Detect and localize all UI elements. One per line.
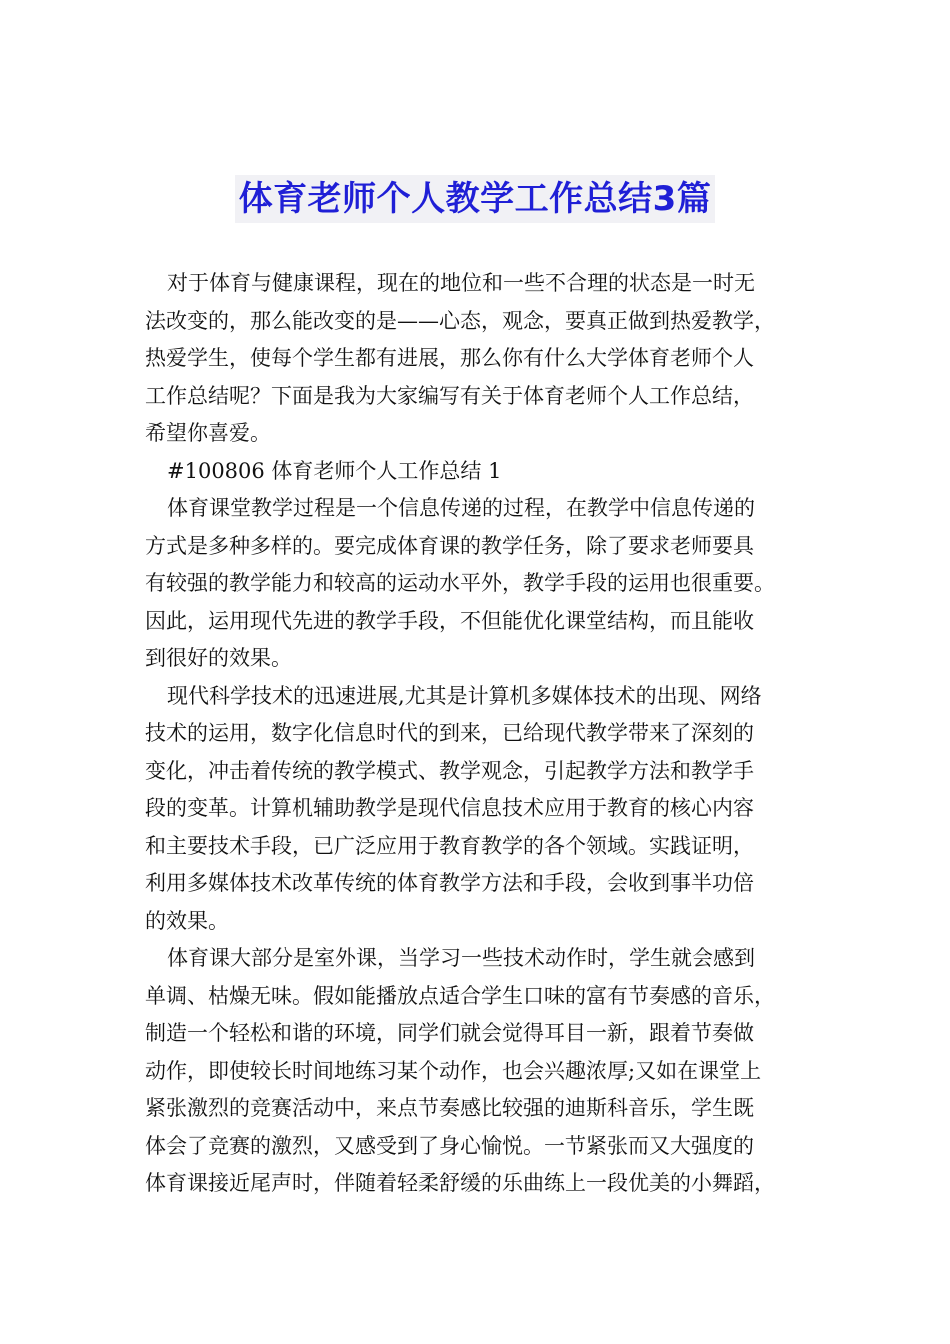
text-line: 体育课接近尾声时，伴随着轻柔舒缓的乐曲练上一段优美的小舞蹈， bbox=[145, 1171, 775, 1195]
title-container bbox=[0, 175, 950, 223]
text-line: 方式是多种多样的。要完成体育课的教学任务，除了要求老师要具 bbox=[145, 533, 754, 558]
text-line: 体育课堂教学过程是一个信息传递的过程，在教学中信息传递的 bbox=[167, 496, 755, 520]
text-line: 希望你喜爱。 bbox=[145, 421, 271, 445]
text-line: 技术的运用，数字化信息时代的到来，已给现代教学带来了深刻的 bbox=[145, 721, 754, 745]
text-line: 动作，即使较长时间地练习某个动作，也会兴趣浓厚;又如在课堂上 bbox=[145, 1058, 762, 1083]
text-line: 的效果。 bbox=[145, 908, 229, 933]
text-line: 对于体育与健康课程，现在的地位和一些不合理的状态是一时无 bbox=[167, 271, 755, 295]
text-line: 和主要技术手段，已广泛应用于教育教学的各个领域。实践证明， bbox=[145, 833, 754, 858]
text-line: 变化，冲击着传统的教学模式、教学观念，引起教学方法和教学手 bbox=[145, 758, 754, 783]
text-line: 有较强的教学能力和较高的运动水平外，教学手段的运用也很重要。 bbox=[145, 571, 775, 595]
text-line: 体育课大部分是室外课，当学习一些技术动作时，学生就会感到 bbox=[167, 946, 755, 970]
text-line: 工作总结呢？下面是我为大家编写有关于体育老师个人工作总结， bbox=[145, 383, 754, 408]
text-line: 体会了竞赛的激烈，又感受到了身心愉悦。一节紧张而又大强度的 bbox=[145, 1133, 754, 1158]
text-line: 热爱学生，使每个学生都有进展，那么你有什么大学体育老师个人 bbox=[145, 346, 754, 370]
body-paragraph bbox=[145, 490, 825, 678]
text-line: 利用多媒体技术改革传统的体育教学方法和手段，会收到事半功倍 bbox=[145, 871, 754, 895]
document-body bbox=[145, 265, 825, 1203]
text-line: 到很好的效果。 bbox=[145, 646, 292, 670]
body-paragraph bbox=[145, 940, 825, 1203]
body-paragraph bbox=[145, 678, 825, 941]
intro-paragraph bbox=[145, 265, 825, 453]
text-line: 法改变的，那么能改变的是——心态，观念，要真正做到热爱教学， bbox=[145, 308, 775, 333]
text-line: 现代科学技术的迅速进展,尤其是计算机多媒体技术的出现、网络 bbox=[167, 683, 762, 708]
text-line: 紧张激烈的竞赛活动中，来点节奏感比较强的迪斯科音乐，学生既 bbox=[145, 1096, 754, 1120]
section-heading: #100806 体育老师个人工作总结 1 bbox=[167, 458, 502, 483]
document-title: 体育老师个人教学工作总结3篇 bbox=[235, 175, 716, 223]
text-line: 制造一个轻松和谐的环境，同学们就会觉得耳目一新，跟着节奏做 bbox=[145, 1021, 754, 1045]
text-line: 段的变革。计算机辅助教学是现代信息技术应用于教育的核心内容 bbox=[145, 796, 754, 820]
text-line: 因此，运用现代先进的教学手段，不但能优化课堂结构，而且能收 bbox=[145, 608, 754, 633]
text-line: 单调、枯燥无味。假如能播放点适合学生口味的富有节奏感的音乐， bbox=[145, 983, 775, 1008]
